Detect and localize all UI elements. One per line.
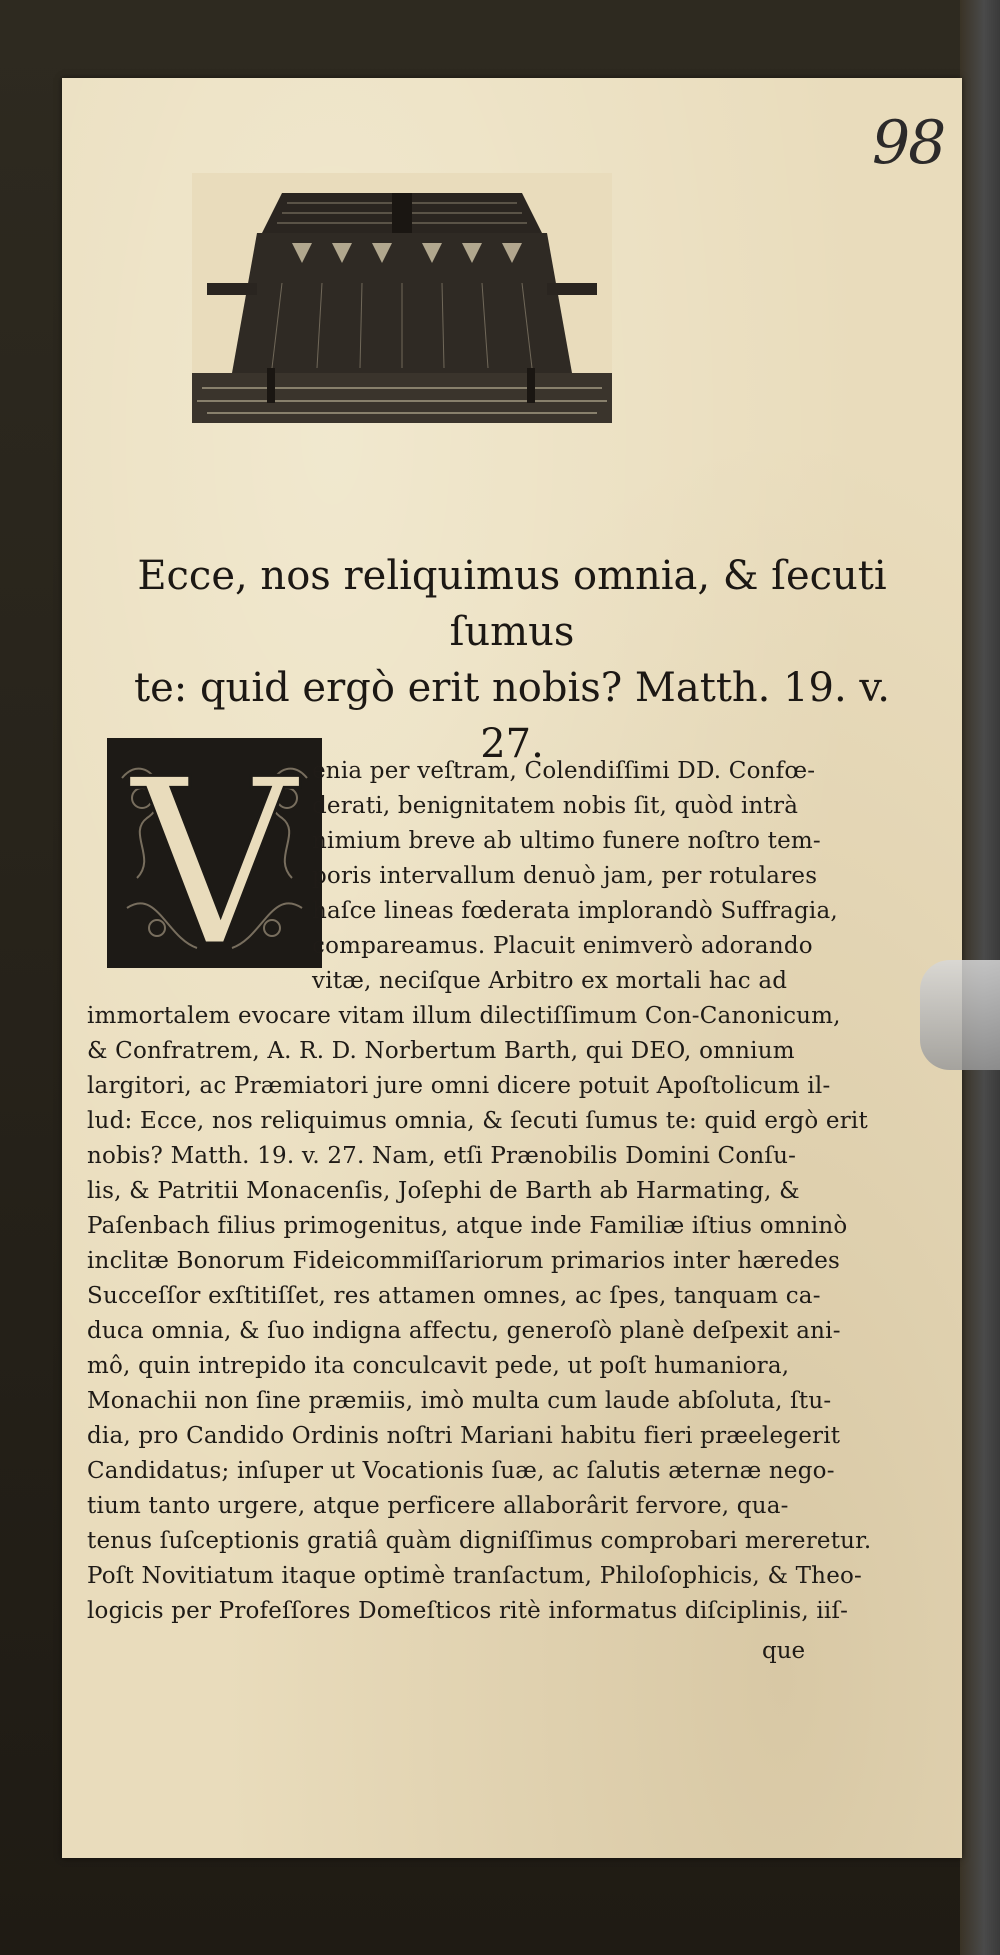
body-line: Monachii non ſine præmiis, imò multa cum laude abſoluta, ſtu- [87, 1388, 832, 1414]
body-line: Paſenbach filius primogenitus, atque inde Familiæ iſtius omninò [87, 1213, 848, 1239]
folio-number: 98 [872, 108, 945, 178]
body-line: & Confratrem, A. R. D. Norbertum Barth, qui DEO, omnium [87, 1038, 795, 1064]
body-line: Succeſſor exſtitiſſet, res attamen omnes, ac ſpes, tanquam ca- [87, 1283, 821, 1309]
body-line: haſce lineas fœderata implorandò Suffragia, [312, 898, 838, 924]
body-line: nimium breve ab ultimo funere noſtro tem- [312, 828, 821, 854]
body-line: inclitæ Bonorum Fideicommiſſariorum primarios inter hæredes [87, 1248, 841, 1274]
body-line: derati, benignitatem nobis ſit, quòd intrà [312, 793, 799, 819]
body-line: logicis per Profeſſores Domeſticos ritè informatus diſciplinis, iiſ- [87, 1598, 849, 1624]
body-line: Candidatus; inſuper ut Vocationis ſuæ, ac ſalutis æternæ nego- [87, 1458, 835, 1484]
body-line: immortalem evocare vitam illum dilectiſſimum Con-Canonicum, [87, 1003, 841, 1029]
body-line: Poſt Novitiatum itaque optimè tranſactum, Philoſophicis, & Theo- [87, 1563, 863, 1589]
body-line: tenus ſuſceptionis gratiâ quàm digniſſimus comprobari mereretur. [87, 1528, 872, 1554]
catchword: que [762, 1638, 806, 1664]
body-line: vitæ, neciſque Arbitro ex mortali hac ad [312, 968, 788, 994]
drop-cap-letter: V [130, 738, 298, 968]
body-line: poris intervallum denuò jam, per rotulares [312, 863, 818, 889]
document-page [62, 78, 962, 1858]
body-line: mô, quin intrepido ita conculcavit pede, ut poſt humaniora, [87, 1353, 790, 1379]
page-clip [920, 960, 1000, 1070]
body-line: lud: Ecce, nos reliquimus omnia, & ſecuti ſumus te: quid ergò erit [87, 1108, 868, 1134]
body-text [62, 78, 962, 1858]
body-line: dia, pro Candido Ordinis noſtri Mariani habitu fieri præelegerit [87, 1423, 841, 1449]
body-line: largitori, ac Præmiatori jure omni dicere potuit Apoſtolicum il- [87, 1073, 831, 1099]
body-line: compareamus. Placuit enimverò adorando [312, 933, 813, 959]
body-line: nobis? Matth. 19. v. 27. Nam, etſi Prænobilis Domini Conſu- [87, 1143, 797, 1169]
body-line: tium tanto urgere, atque perficere allaborârit fervore, qua- [87, 1493, 789, 1519]
body-line: enia per veſtram, Colendiſſimi DD. Confœ- [312, 758, 816, 784]
title-line-2: te: quid ergò erit nobis? Matth. 19. v. 27. [134, 665, 890, 767]
title-line-1: Ecce, nos reliquimus omnia, & ſecuti ſumus [137, 553, 887, 655]
body-line: duca omnia, & ſuo indigna affectu, generoſò planè deſpexit ani- [87, 1318, 841, 1344]
body-line: lis, & Patritii Monacenſis, Joſephi de Barth ab Harmating, & [87, 1178, 800, 1204]
